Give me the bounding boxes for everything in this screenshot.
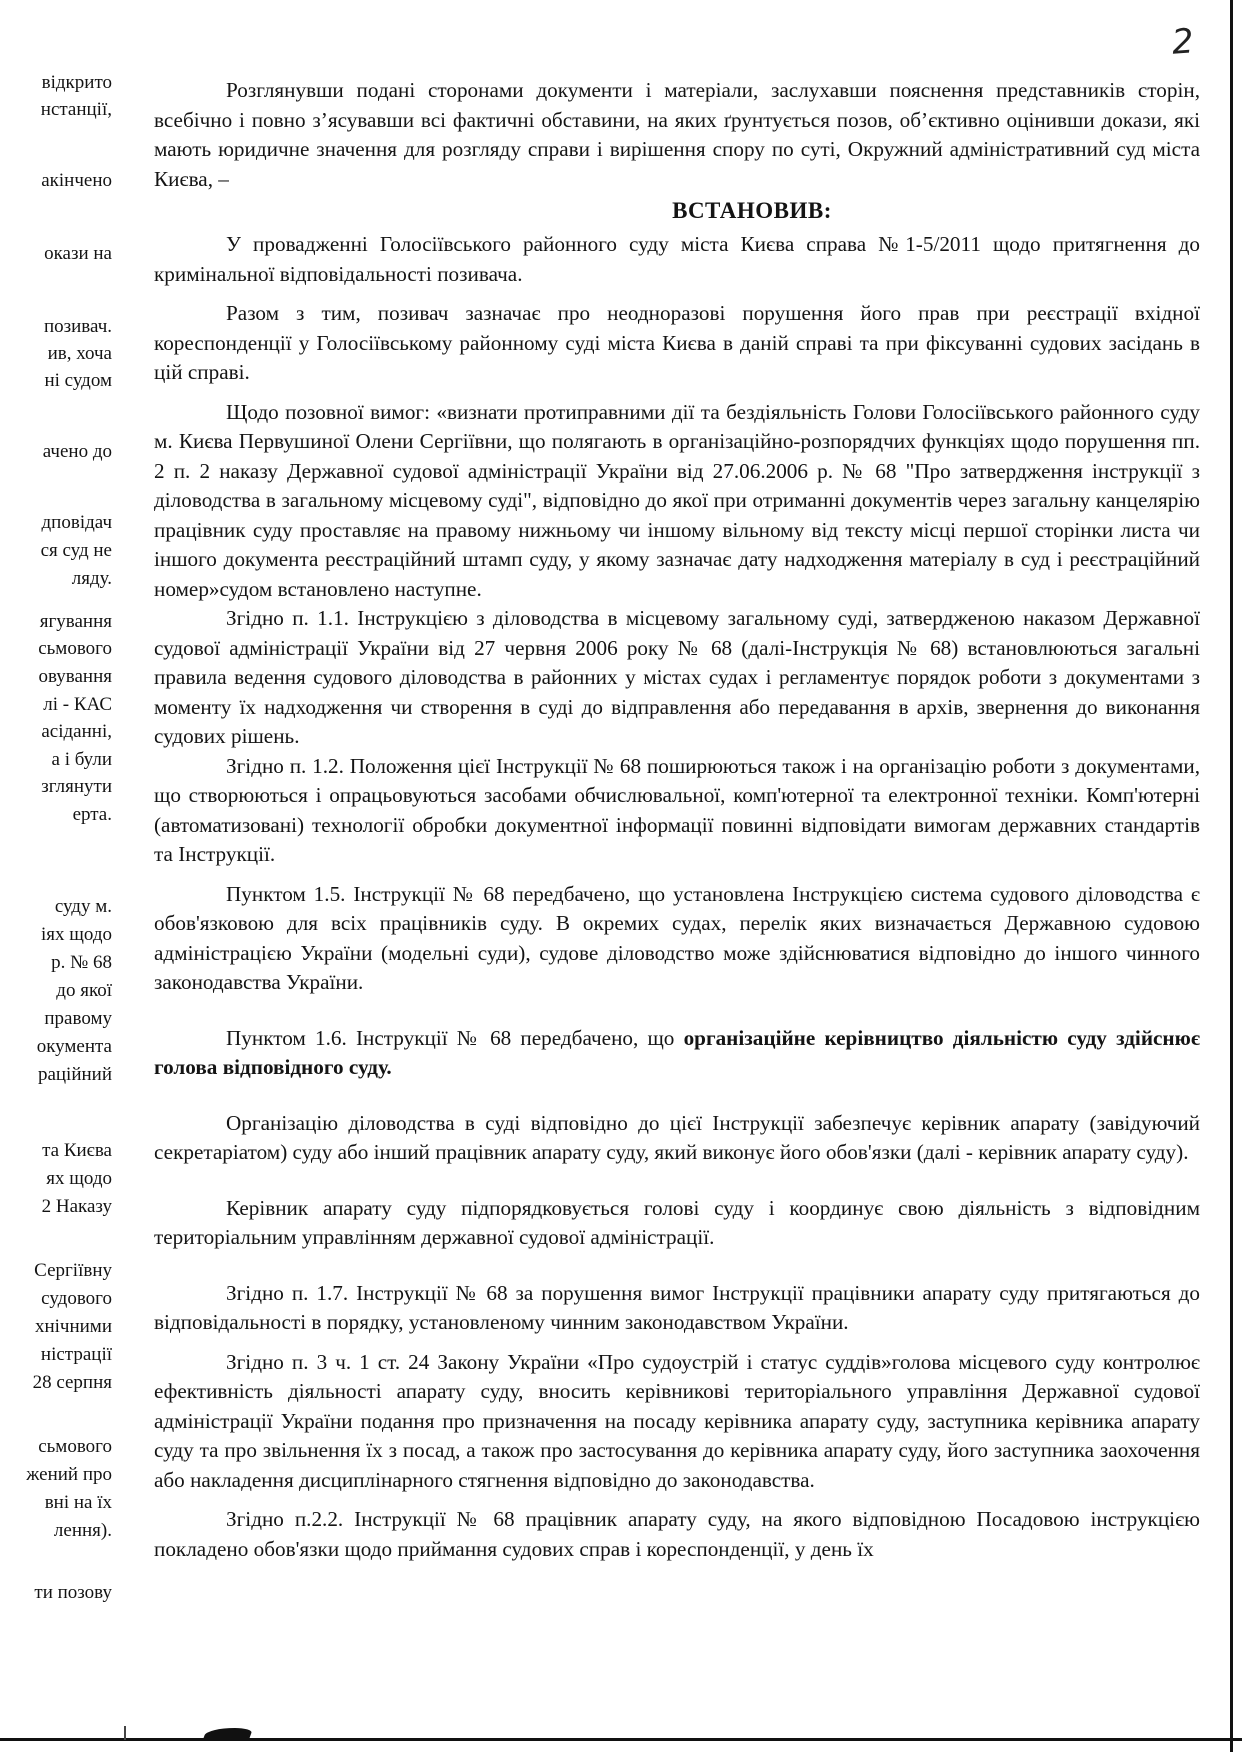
left-margin-fragment: лі - КАС: [43, 694, 112, 715]
left-margin-fragment: правому: [44, 1008, 112, 1029]
paragraph-clause-1-2: Згідно п. 1.2. Положення цієї Інструкції № 68 поширюються також і на організацію роботи з документами, що створюються і опрацьовуються засобами обчислювальної, комп'ютерної та електронної техніки. Комп'ютерні (автоматизовані) технології обробки документної інформації повинні відповідати вимогам державних стандартів та Інструкції.: [154, 753, 1200, 866]
left-margin-fragment: ягування: [39, 611, 112, 632]
left-margin-fragment: акінчено: [41, 170, 112, 191]
left-margin-fragment: дповідач: [41, 512, 112, 533]
paragraph-intro: Розглянувши подані сторонами документи і матеріали, заслухавши пояснення представників сторін, всебічно і повно з’ясувавши всі фактичні обставини, на яких ґрунтується позов, об’єктивно оцінивши докази, які мають юридичне значення для розгляду справи і вирішення спору по суті, Окружний адміністративний суд міста Києва, –: [154, 78, 1200, 191]
left-margin-fragment: овування: [38, 666, 112, 687]
left-margin-fragment: окумента: [36, 1036, 112, 1057]
paragraph-office-management: Організацію діловодства в суді відповідно до цієї Інструкції забезпечує керівник апарату (завідуючий секретаріатом) суду або інший працівник апарату суду, який виконує його обов'язки (далі - керівник апарату суду).: [154, 1110, 1200, 1164]
left-margin-fragment: сьмового: [38, 1436, 112, 1457]
scan-border-bottom: [0, 1738, 1242, 1741]
left-margin-fragment: раційний: [37, 1064, 112, 1085]
left-margin-fragment: ях щодо: [46, 1168, 112, 1189]
paragraph-proceedings: У провадженні Голосіївського районного суду міста Києва справа №1-5/2011 щодо притягнення до кримінальної відповідальності позивача.: [154, 232, 1200, 286]
scan-border-right: [1230, 0, 1233, 1752]
left-margin-fragments: [0, 0, 112, 1752]
left-margin-fragment: асіданні,: [41, 721, 112, 742]
paragraph-claim: Щодо позовної вимог: «визнати протиправними дії та бездіяльність Голови Голосіївського районного суду м. Києва Первушиної Олени Сергіївни, що полягають в організаційно-розпорядчих функціях щодо порушення пп. 2 п. 2 наказу Державної судової адміністрації України від 27.06.2006 р. № 68 "Про затвердження інструкції з діловодства в загальному місцевому суді", відповідно до якої при отриманні документів через загальну канцелярію працівник суду проставляє на правому нижньому чи іншому вільному від тексту місці першої сторінки листа чи іншого документа реєстраційний штамп суду, у якому зазначає дату надходження матеріалу в суд і реєстраційний номер»судом встановлено наступне.: [154, 399, 1200, 601]
paragraph-clause-1-6: [154, 1024, 1200, 1083]
scan-mark: [124, 1726, 126, 1740]
left-margin-fragment: та Києва: [42, 1140, 112, 1161]
left-margin-fragment: 2 Наказу: [41, 1196, 112, 1217]
left-margin-fragment: ляду.: [71, 568, 112, 589]
left-margin-fragment: нстанції,: [40, 99, 112, 120]
left-margin-fragment: вні на їх: [44, 1492, 112, 1513]
paragraph-clause-2-2: Згідно п.2.2. Інструкції № 68 працівник апарату суду, на якого відповідною Посадовою інструкцією покладено обов'язки щодо приймання судових справ і кореспонденції, у день їх: [154, 1507, 1200, 1561]
left-margin-fragment: суду м.: [54, 896, 112, 917]
left-margin-fragment: Сергіївну: [34, 1260, 112, 1281]
left-margin-fragment: відкрито: [41, 72, 112, 93]
left-margin-fragment: жений про: [26, 1464, 112, 1485]
paragraph-clause-1-1: Згідно п. 1.1. Інструкцією з діловодства в місцевому загальному суді, затвердженою наказом Державної судової адміністрації України від 27 червня 2006 року № 68 (далі-Інструкція № 68) встановлюються загальні правила ведення судового діловодства в районних у містах судах і регламентує порядок роботи з документами з моменту їх надходження чи створення в суді до відправлення або передавання в архів, звернення до виконання судових рішень.: [154, 606, 1200, 748]
left-margin-fragment: 28 серпня: [32, 1372, 112, 1393]
left-margin-fragment: ив, хоча: [47, 343, 112, 364]
document-body: [154, 76, 1200, 1564]
left-margin-fragment: до якої: [56, 980, 112, 1001]
paragraph-office-head: Керівник апарату суду підпорядковується голові суду і координує свою діяльність з відповідним територіальним управлінням державної судової адміністрації.: [154, 1195, 1200, 1249]
left-margin-fragment: окази на: [44, 243, 112, 264]
clause-1-6-bold-text: організаційне керівництво діяльністю суду здійснює голова відповідного суду.: [154, 1025, 1200, 1079]
left-margin-fragment: хнічними: [34, 1316, 112, 1337]
section-heading: ВСТАНОВИВ:: [672, 198, 832, 223]
paragraph-law-article-24: Згідно п. 3 ч. 1 ст. 24 Закону України «Про судоустрій і статус суддів»голова місцевого суду контролює ефективність діяльності апарату суду, вносить керівникові територіального управління Державної судової адміністрації України подання про призначення на посаду керівника апарату суду, заступника керівника апарату суду та про звільнення їх з посад, а також про застосування до керівника апарату суду, його заступника заохочення або накладення дисциплінарного стягнення відповідно до законодавства.: [154, 1349, 1200, 1492]
left-margin-fragment: зглянути: [41, 776, 112, 797]
left-margin-fragment: ачено до: [42, 441, 112, 462]
paragraph-clause-1-5: Пунктом 1.5. Інструкції № 68 передбачено, що установлена Інструкцією система судового діловодства є обов'язковою для всіх працівників суду. В окремих судах, перелік яких визначається Державною судовою адміністрацією України (модельні суди), судове діловодство може здійснюватися відповідно до іншого чинного законодавства України.: [154, 881, 1200, 994]
left-margin-fragment: лення).: [53, 1520, 112, 1541]
paragraph-violations: Разом з тим, позивач зазначає про неодноразові порушення його прав при реєстрації вхідної кореспонденції у Голосіївському районному суді міста Києва в даній справі та при фіксуванні судових засідань в цій справі.: [154, 301, 1200, 384]
left-margin-fragment: судового: [41, 1288, 112, 1309]
left-margin-fragment: ні судом: [44, 370, 112, 391]
left-margin-fragment: позивач.: [43, 316, 112, 337]
left-margin-fragment: сьмового: [38, 638, 112, 659]
left-margin-fragment: ся суд не: [40, 540, 112, 561]
page-number: 2: [1170, 21, 1196, 63]
left-margin-fragment: ністрації: [40, 1344, 112, 1365]
left-margin-fragment: ти позову: [34, 1582, 112, 1603]
scan-smudge: [203, 1728, 253, 1740]
paragraph-clause-1-7: Згідно п. 1.7. Інструкції № 68 за порушення вимог Інструкції працівники апарату суду притягаються до відповідальності в порядку, установленому чинним законодавством України.: [154, 1280, 1200, 1334]
left-margin-fragment: р. № 68: [51, 952, 112, 973]
clause-1-6-text: Пунктом 1.6. Інструкції № 68 передбачено, що: [226, 1025, 684, 1050]
left-margin-fragment: ерта.: [72, 804, 112, 825]
left-margin-fragment: а і були: [51, 749, 112, 770]
left-margin-fragment: іях щодо: [40, 924, 112, 945]
